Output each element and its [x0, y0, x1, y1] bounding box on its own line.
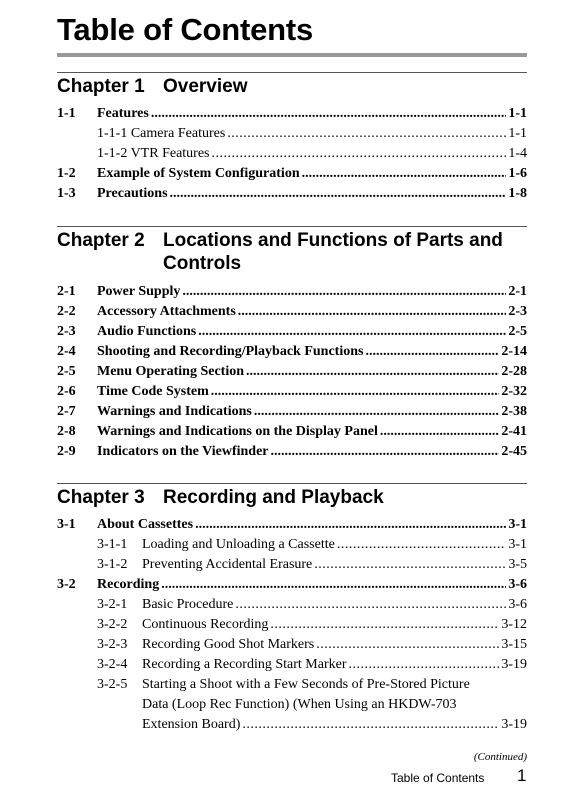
toc-entry[interactable]: [57, 575, 527, 595]
chapter-rule: [57, 226, 527, 227]
dot-leader: [254, 402, 499, 422]
section-title: Preventing Accidental Erasure: [142, 557, 313, 572]
toc-entry[interactable]: [57, 615, 527, 635]
section-title: Recording a Recording Start Marker: [142, 657, 347, 672]
section-number: 3-2-2: [97, 617, 128, 632]
dot-leader: [235, 595, 506, 615]
section-title: Audio Functions: [97, 324, 197, 339]
section-number: 2-9: [57, 444, 76, 459]
page-number: 2-41: [501, 424, 527, 439]
dot-leader: [182, 282, 506, 302]
page-number: 2-3: [508, 304, 527, 319]
chapter-title: Overview: [163, 76, 248, 97]
page-number: 2-28: [501, 364, 527, 379]
page-number: 1-4: [508, 146, 527, 161]
dot-leader: [238, 302, 507, 322]
toc-entry[interactable]: [57, 342, 527, 362]
toc-entry[interactable]: [57, 595, 527, 615]
section-number: 1-2: [57, 166, 76, 181]
dot-leader: [151, 104, 506, 124]
dot-leader: [170, 184, 507, 204]
page-title: Table of Contents: [57, 12, 314, 47]
dot-leader: [195, 515, 506, 535]
section-number: 1-3: [57, 186, 76, 201]
dot-leader: [198, 322, 506, 342]
section-title: Accessory Attachments: [97, 304, 236, 319]
toc-entry[interactable]: [57, 382, 527, 402]
section-title: Loading and Unloading a Cassette: [142, 537, 335, 552]
page-number: 2-14: [501, 344, 527, 359]
page-number: 2-45: [501, 444, 527, 459]
section-title: Extension Board): [142, 717, 241, 732]
dot-leader: [302, 164, 507, 184]
toc-entry[interactable]: [57, 422, 527, 442]
section-number: 2-5: [57, 364, 76, 379]
dot-leader: [242, 715, 499, 735]
dot-leader: [211, 382, 500, 402]
dot-leader: [246, 362, 499, 382]
section-number: 3-2-3: [97, 637, 128, 652]
page-number: 3-19: [501, 657, 527, 672]
section-title: Power Supply: [97, 284, 181, 299]
section-title: Precautions: [97, 186, 168, 201]
toc-entry[interactable]: [57, 515, 527, 535]
toc-entry[interactable]: [57, 535, 527, 555]
chapter-rule: [57, 72, 527, 73]
section-number: 1-1: [57, 106, 76, 121]
section-number: 3-1-2: [97, 557, 128, 572]
footer-label: Table of Contents: [391, 771, 485, 785]
section-number: 3-1: [57, 517, 76, 532]
page-number: 1-6: [508, 166, 527, 181]
section-title: Indicators on the Viewfinder: [97, 444, 269, 459]
section-number: 2-4: [57, 344, 76, 359]
footer-page-number: 1: [517, 766, 527, 785]
toc-entry[interactable]: [57, 124, 527, 144]
section-number: 2-7: [57, 404, 76, 419]
dot-leader: [161, 575, 506, 595]
page-number: 3-6: [508, 597, 527, 612]
page-number: 3-12: [501, 617, 527, 632]
page-number: 3-5: [508, 557, 527, 572]
section-title: Shooting and Recording/Playback Functions: [97, 344, 364, 359]
chapter-label: Chapter 2: [57, 230, 145, 251]
toc-entry[interactable]: [57, 322, 527, 342]
section-number: 3-2-1: [97, 597, 128, 612]
toc-entry[interactable]: [57, 555, 527, 575]
chapter-title: Recording and Playback: [163, 487, 384, 508]
page-number: 2-38: [501, 404, 527, 419]
dot-leader: [316, 635, 499, 655]
dot-leader: [212, 144, 507, 164]
continued-note: (Continued): [473, 751, 527, 763]
toc-entry[interactable]: [57, 302, 527, 322]
section-number: 3-2-5: [97, 677, 128, 692]
section-title-line: Starting a Shoot with a Few Seconds of Pre-Stored Picture: [142, 677, 470, 692]
page-number: 3-19: [501, 717, 527, 732]
section-title: Features: [97, 106, 149, 121]
section-title-last-line: [142, 715, 527, 735]
page-number: 2-1: [508, 284, 527, 299]
section-title: Continuous Recording: [142, 617, 269, 632]
section-number: 2-2: [57, 304, 76, 319]
dot-leader: [227, 124, 506, 144]
dot-leader: [380, 422, 499, 442]
section-title: 1-1-1 Camera Features: [97, 126, 226, 141]
section-number: 2-6: [57, 384, 76, 399]
dot-leader: [337, 535, 506, 555]
chapter-label: Chapter 1: [57, 76, 145, 97]
section-number: 3-2-4: [97, 657, 128, 672]
page-number: 3-1: [508, 517, 527, 532]
toc-entry[interactable]: [57, 144, 527, 164]
section-number: 2-1: [57, 284, 76, 299]
section-number: 3-1-1: [97, 537, 128, 552]
page-number: 3-15: [501, 637, 527, 652]
section-title: Basic Procedure: [142, 597, 234, 612]
section-title: About Cassettes: [97, 517, 194, 532]
page-number: 1-1: [508, 126, 527, 141]
chapter-label: Chapter 3: [57, 487, 145, 508]
section-number: 2-3: [57, 324, 76, 339]
section-title: Recording Good Shot Markers: [142, 637, 315, 652]
section-title: Recording: [97, 577, 160, 592]
section-title: Time Code System: [97, 384, 209, 399]
section-title: Example of System Configuration: [97, 166, 300, 181]
section-title: 1-1-2 VTR Features: [97, 146, 210, 161]
page-number: 3-6: [508, 577, 527, 592]
section-title: Warnings and Indications on the Display Panel: [97, 424, 378, 439]
page-number: 2-5: [508, 324, 527, 339]
toc-entry[interactable]: [57, 184, 527, 204]
section-title: Menu Operating Section: [97, 364, 244, 379]
section-title: Warnings and Indications: [97, 404, 252, 419]
section-title-block: [142, 675, 527, 735]
toc-entry[interactable]: [57, 675, 527, 735]
dot-leader: [365, 342, 499, 362]
chapter-rule: [57, 483, 527, 484]
toc-entry[interactable]: [57, 104, 527, 124]
toc-entry[interactable]: [57, 362, 527, 382]
toc-entry[interactable]: [57, 282, 527, 302]
toc-entry[interactable]: [57, 442, 527, 462]
page-number: 3-1: [508, 537, 527, 552]
section-title-line: Data (Loop Rec Function) (When Using an HKDW-703: [142, 697, 457, 712]
dot-leader: [349, 655, 500, 675]
title-rule: [57, 53, 527, 57]
dot-leader: [270, 615, 499, 635]
dot-leader: [271, 442, 500, 462]
section-number: 2-8: [57, 424, 76, 439]
page-number: 1-1: [508, 106, 527, 121]
page-number: 2-32: [501, 384, 527, 399]
page-number: 1-8: [508, 186, 527, 201]
toc-entry[interactable]: [57, 164, 527, 184]
toc-entry[interactable]: [57, 655, 527, 675]
chapter-title: Locations and Functions of Parts and Controls: [163, 230, 503, 274]
toc-entry[interactable]: [57, 402, 527, 422]
section-number: 3-2: [57, 577, 76, 592]
toc-entry[interactable]: [57, 635, 527, 655]
dot-leader: [314, 555, 506, 575]
